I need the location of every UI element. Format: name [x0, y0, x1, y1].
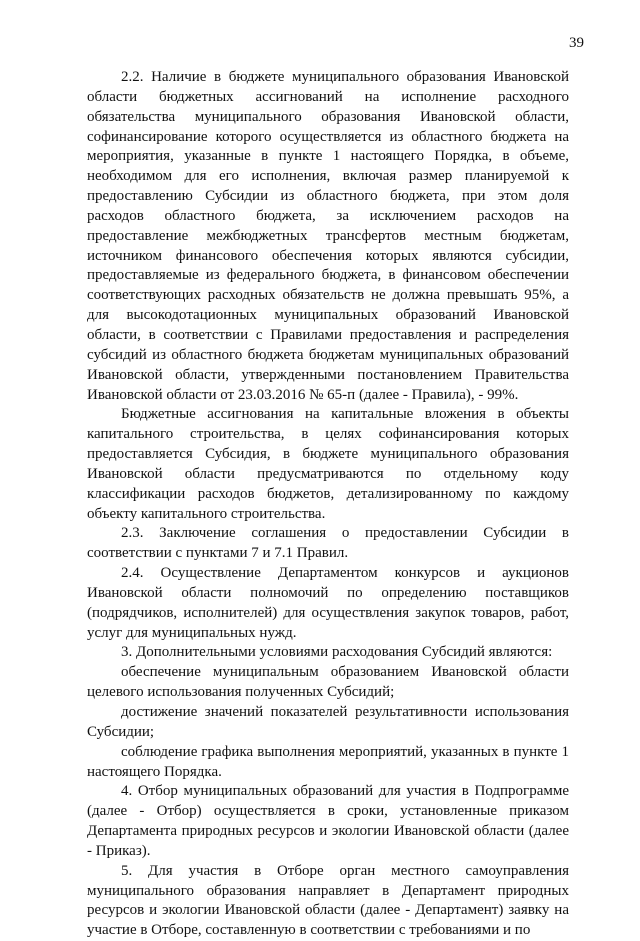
- paragraph-condition-indicators: достижение значений показателей результативности использования Субсидии;: [87, 704, 569, 740]
- paragraph-condition-schedule: соблюдение графика выполнения мероприятий, указанных в пункте 1 настоящего Порядка.: [87, 743, 569, 780]
- paragraph-2-4: 2.4. Осуществление Департаментом конкурсов и аукционов Ивановской области полномочий по определению поставщиков (подрядчиков, исполнителей) для осуществления закупок товаров, работ, услуг для муниципальных нужд.: [87, 565, 569, 641]
- document-body: [87, 68, 569, 941]
- paragraph-condition-target-use: обеспечение муниципальным образованием Ивановской области целевого использования полученных Субсидий;: [87, 664, 569, 701]
- paragraph-budget-allocations: Бюджетные ассигнования на капитальные вложения в объекты капитального строительства, в целях софинансирования которых предоставляется Субсидия, в бюджете муниципального образования Ивановской области предусматриваются по отдельному коду классификации расходов бюджетов, детализированному по каждому объекту капитального строительства.: [87, 406, 569, 522]
- paragraph-3: 3. Дополнительными условиями расходования Субсидий являются:: [121, 644, 553, 661]
- paragraph-2-3: 2.3. Заключение соглашения о предоставлении Субсидии в соответствии с пунктами 7 и 7.1 Правил.: [87, 525, 569, 562]
- paragraph-4: 4. Отбор муниципальных образований для участия в Подпрограмме (далее - Отбор) осуществляется в сроки, установленные приказом Департамента природных ресурсов и экологии Ивановской области (далее - Приказ).: [87, 783, 569, 859]
- page-number: 39: [569, 35, 584, 51]
- paragraph-5: 5. Для участия в Отборе орган местного самоуправления муниципального образования направляет в Департамент природных ресурсов и экологии Ивановской области (далее - Департамент) заявку на участие в Отборе, составленную в соответствии с требованиями и по: [87, 862, 569, 939]
- paragraph-2-2: 2.2. Наличие в бюджете муниципального образования Ивановской области бюджетных ассигнований на исполнение расходного обязательства муниципального образования Ивановской области, софинансирование которого осуществляется из областного бюджета на мероприятия, указанные в пункте 1 настоящего Порядка, в объеме, необходимом для его исполнения, включая размер планируемой к предоставлению Субсидии из областного бюджета, при этом доля расходов областного бюджета, за исключением расходов на предоставление межбюджетных трансфертов местным бюджетам, источником финансового обеспечения которых являются субсидии, предоставляемые из федерального бюджета, в финансовом обеспечении соответствующих расходных обязательств не должна превышать 95%, а для высокодотационных муниципальных образований Ивановской области, в соответствии с Правилами предоставления и распределения субсидий из областного бюджета бюджетам муниципальных образований Ивановской области, утвержденными постановлением Правительства Ивановской области от 23.03.2016 № 65-п (далее - Правила), - 99%.: [87, 69, 569, 403]
